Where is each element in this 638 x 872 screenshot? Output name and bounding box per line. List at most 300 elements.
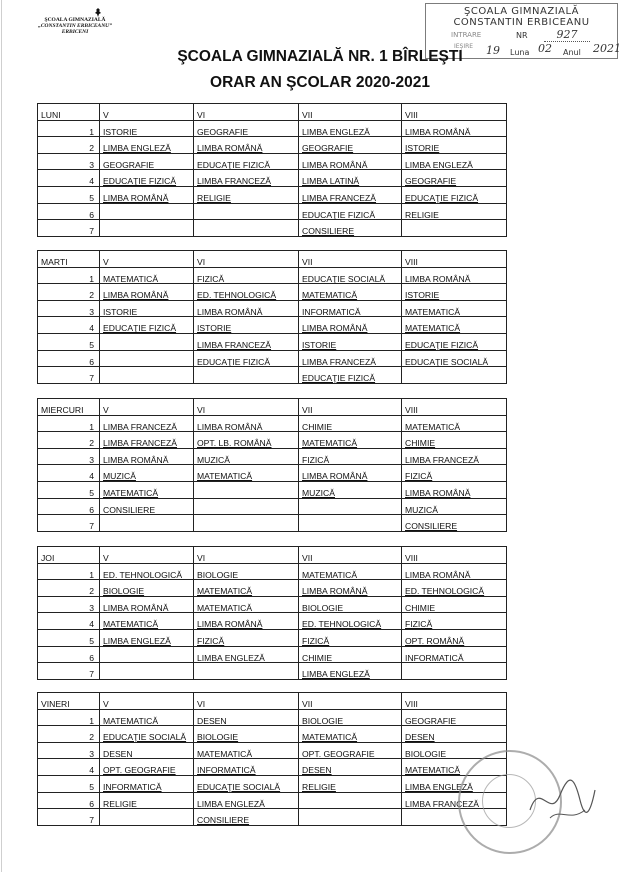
- period-number: 5: [38, 333, 100, 350]
- grade-header: VIII: [402, 104, 507, 121]
- subject-name: FIZICĂ: [302, 635, 330, 646]
- subject-name: EDUCAŢIE SOCIALĂ: [103, 732, 187, 743]
- subject-name: MATEMATICĂ: [103, 715, 159, 726]
- subject-name: MATEMATICĂ: [197, 586, 253, 597]
- subject-cell: [299, 333, 402, 350]
- subject-cell: [402, 629, 507, 646]
- table-row: [38, 432, 507, 449]
- subject-cell: [100, 515, 194, 532]
- subject-cell: [100, 596, 194, 613]
- subject-name: ISTORIE: [302, 339, 337, 350]
- subject-cell: [402, 563, 507, 580]
- subject-cell: [299, 267, 402, 284]
- subject-cell: [100, 284, 194, 301]
- subject-cell: [194, 367, 299, 384]
- subject-cell: [402, 580, 507, 597]
- table-row: [38, 663, 507, 680]
- subject-cell: [100, 415, 194, 432]
- subject-cell: [194, 267, 299, 284]
- subject-cell: [194, 563, 299, 580]
- subject-cell: [100, 137, 194, 154]
- subject-cell: [100, 465, 194, 482]
- table-header-row: [38, 547, 507, 564]
- period-number: 5: [38, 481, 100, 498]
- subject-name: ED. TEHNOLOGICĂ: [405, 586, 485, 597]
- subject-cell: [299, 646, 402, 663]
- subject-cell: [299, 465, 402, 482]
- subject-cell: [402, 186, 507, 203]
- subject-cell: [100, 300, 194, 317]
- subject-name: LIMBA ROMÂNĂ: [302, 586, 368, 597]
- logo-line-2: „CONSTANTIN ERBICEANU”: [38, 23, 112, 29]
- subject-cell: [402, 663, 507, 680]
- grade-header: V: [100, 104, 194, 121]
- subject-cell: [299, 775, 402, 792]
- table-row: [38, 580, 507, 597]
- table-row: [38, 498, 507, 515]
- subject-cell: [299, 170, 402, 187]
- subject-cell: [100, 448, 194, 465]
- subject-cell: [402, 317, 507, 334]
- table-row: [38, 220, 507, 237]
- subject-cell: [194, 596, 299, 613]
- subject-cell: [299, 186, 402, 203]
- period-number: 2: [38, 284, 100, 301]
- table-header-row: [38, 399, 507, 416]
- subject-name: EDUCAŢIE FIZICĂ: [302, 373, 376, 384]
- period-number: 3: [38, 300, 100, 317]
- subject-name: FIZICĂ: [405, 619, 433, 630]
- stamp-anul-label: Anul: [563, 48, 581, 57]
- subject-cell: [194, 220, 299, 237]
- subject-name: LIMBA ROMÂNĂ: [405, 126, 471, 137]
- schedule-table-1: [37, 250, 507, 384]
- subject-name: LIMBA LATINĂ: [302, 176, 360, 187]
- period-number: 6: [38, 646, 100, 663]
- period-number: 3: [38, 742, 100, 759]
- subject-name: ED. TEHNOLOGICĂ: [103, 569, 183, 580]
- table-row: [38, 775, 507, 792]
- table-row: [38, 792, 507, 809]
- table-row: [38, 267, 507, 284]
- subject-name: LIMBA FRANCEZĂ: [405, 798, 480, 809]
- subject-cell: [100, 663, 194, 680]
- subject-name: EDUCAŢIE FIZICĂ: [103, 176, 177, 187]
- subject-name: MUZICĂ: [405, 504, 438, 515]
- table-row: [38, 137, 507, 154]
- grade-header: VI: [194, 251, 299, 268]
- table-header-row: [38, 104, 507, 121]
- subject-cell: [402, 448, 507, 465]
- table-row: [38, 629, 507, 646]
- subject-cell: [100, 563, 194, 580]
- table-header-row: [38, 693, 507, 710]
- subject-cell: [100, 792, 194, 809]
- subject-cell: [194, 709, 299, 726]
- grade-header: V: [100, 693, 194, 710]
- subject-name: MATEMATICĂ: [405, 306, 461, 317]
- table-row: [38, 759, 507, 776]
- subject-cell: [299, 709, 402, 726]
- grade-header: VI: [194, 547, 299, 564]
- period-number: 1: [38, 563, 100, 580]
- stamp-line-2: CONSTANTIN ERBICEANU: [453, 17, 590, 28]
- subject-cell: [299, 663, 402, 680]
- period-number: 2: [38, 137, 100, 154]
- grade-header: VIII: [402, 399, 507, 416]
- subject-name: LIMBA ENGLEZĂ: [302, 669, 370, 680]
- subject-name: INFORMATICĂ: [302, 306, 361, 317]
- subject-name: LIMBA ROMÂNĂ: [103, 192, 169, 203]
- subject-name: RELIGIE: [197, 192, 231, 203]
- stamp-intrare-label: INTRARE: [451, 31, 482, 39]
- subject-cell: [402, 498, 507, 515]
- subject-name: LIMBA FRANCEZĂ: [103, 421, 178, 432]
- period-number: 5: [38, 186, 100, 203]
- table-row: [38, 186, 507, 203]
- logo-line-3: ERBICENI: [61, 29, 89, 35]
- subject-cell: [100, 170, 194, 187]
- period-number: 6: [38, 792, 100, 809]
- subject-cell: [194, 284, 299, 301]
- subject-name: LIMBA ENGLEZĂ: [405, 781, 473, 792]
- period-number: 7: [38, 515, 100, 532]
- subject-cell: [299, 203, 402, 220]
- subject-name: CHIMIE: [302, 652, 333, 663]
- period-number: 4: [38, 170, 100, 187]
- subject-name: LIMBA ENGLEZĂ: [197, 798, 265, 809]
- subject-name: GEOGRAFIE: [302, 143, 354, 154]
- period-number: 2: [38, 580, 100, 597]
- table-row: [38, 367, 507, 384]
- subject-cell: [402, 596, 507, 613]
- subject-cell: [194, 726, 299, 743]
- subject-name: EDUCAŢIE FIZICĂ: [197, 159, 271, 170]
- subject-cell: [194, 515, 299, 532]
- subject-cell: [100, 367, 194, 384]
- schedule-table-4: [37, 692, 507, 826]
- period-number: 1: [38, 267, 100, 284]
- subject-name: MATEMATICĂ: [197, 602, 253, 613]
- grade-header: VII: [299, 251, 402, 268]
- subject-name: CONSILIERE: [197, 815, 250, 826]
- subject-cell: [402, 646, 507, 663]
- subject-cell: [194, 448, 299, 465]
- subject-name: LIMBA ROMÂNĂ: [197, 421, 263, 432]
- subject-name: LIMBA FRANCEZĂ: [103, 438, 178, 449]
- subject-name: MATEMATICĂ: [302, 438, 358, 449]
- subject-cell: [100, 646, 194, 663]
- day-name: LUNI: [38, 104, 100, 121]
- table-row: [38, 415, 507, 432]
- table-header-row: [38, 251, 507, 268]
- stamp-nr-label: NR: [516, 31, 528, 40]
- subject-cell: [402, 415, 507, 432]
- period-number: 3: [38, 448, 100, 465]
- subject-name: ED. TEHNOLOGICĂ: [197, 290, 277, 301]
- subject-name: EDUCAŢIE FIZICĂ: [103, 323, 177, 334]
- subject-name: LIMBA ROMÂNĂ: [302, 323, 368, 334]
- subject-name: INFORMATICĂ: [405, 652, 464, 663]
- subject-cell: [194, 333, 299, 350]
- grade-header: VII: [299, 399, 402, 416]
- subject-cell: [299, 809, 402, 826]
- handwritten-signature: [520, 770, 600, 830]
- grade-header: VI: [194, 399, 299, 416]
- subject-cell: [100, 742, 194, 759]
- subject-cell: [402, 432, 507, 449]
- subject-cell: [194, 137, 299, 154]
- table-row: [38, 153, 507, 170]
- table-row: [38, 709, 507, 726]
- subject-cell: [194, 759, 299, 776]
- period-number: 6: [38, 203, 100, 220]
- period-number: 6: [38, 498, 100, 515]
- table-row: [38, 333, 507, 350]
- subject-name: MATEMATICĂ: [405, 765, 461, 776]
- period-number: 2: [38, 726, 100, 743]
- subject-cell: [194, 481, 299, 498]
- subject-name: CHIMIE: [405, 438, 436, 449]
- period-number: 5: [38, 629, 100, 646]
- subject-name: LIMBA ROMÂNĂ: [197, 619, 263, 630]
- table-row: [38, 515, 507, 532]
- subject-name: LIMBA ENGLEZĂ: [103, 143, 171, 154]
- subject-name: CHIMIE: [302, 421, 333, 432]
- subject-name: EDUCAŢIE SOCIALĂ: [197, 781, 281, 792]
- subject-name: LIMBA ROMÂNĂ: [302, 471, 368, 482]
- table-row: [38, 317, 507, 334]
- schedule-table-0: [37, 103, 507, 237]
- subject-cell: [299, 284, 402, 301]
- subject-cell: [299, 629, 402, 646]
- subject-cell: [100, 186, 194, 203]
- subject-cell: [194, 498, 299, 515]
- subject-name: MATEMATICĂ: [302, 290, 358, 301]
- subject-cell: [194, 120, 299, 137]
- subject-name: BIOLOGIE: [103, 586, 145, 597]
- subject-name: INFORMATICĂ: [197, 765, 256, 776]
- subject-cell: [299, 367, 402, 384]
- subject-name: INFORMATICĂ: [103, 781, 162, 792]
- table-row: [38, 596, 507, 613]
- subject-cell: [299, 613, 402, 630]
- grade-header: V: [100, 399, 194, 416]
- table-row: [38, 742, 507, 759]
- subject-cell: [100, 629, 194, 646]
- subject-name: EDUCAŢIE SOCIALĂ: [405, 356, 489, 367]
- page-subtitle: ORAR AN ŞCOLAR 2020-2021: [210, 74, 430, 91]
- subject-cell: [194, 465, 299, 482]
- subject-cell: [100, 759, 194, 776]
- subject-name: CONSILIERE: [103, 504, 156, 515]
- subject-cell: [100, 709, 194, 726]
- stamp-day-value: 19: [486, 44, 500, 57]
- subject-cell: [100, 220, 194, 237]
- subject-name: ISTORIE: [103, 306, 138, 317]
- subject-cell: [299, 415, 402, 432]
- subject-cell: [402, 137, 507, 154]
- stamp-nr-value: 927: [544, 28, 590, 42]
- subject-cell: [299, 580, 402, 597]
- logo-line-1: ŞCOALA GIMNAZIALĂ: [44, 17, 106, 23]
- table-row: [38, 448, 507, 465]
- period-number: 4: [38, 317, 100, 334]
- subject-name: MATEMATICĂ: [197, 471, 253, 482]
- table-row: [38, 613, 507, 630]
- subject-cell: [299, 742, 402, 759]
- subject-cell: [100, 613, 194, 630]
- subject-name: RELIGIE: [103, 798, 137, 809]
- subject-name: LIMBA FRANCEZĂ: [302, 192, 377, 203]
- subject-name: LIMBA ROMÂNĂ: [103, 454, 169, 465]
- day-name: VINERI: [38, 693, 100, 710]
- subject-cell: [299, 792, 402, 809]
- subject-name: DESEN: [103, 748, 133, 759]
- subject-cell: [194, 415, 299, 432]
- subject-cell: [194, 663, 299, 680]
- day-name: MARTI: [38, 251, 100, 268]
- subject-name: FIZICĂ: [197, 273, 225, 284]
- subject-cell: [100, 809, 194, 826]
- subject-cell: [402, 120, 507, 137]
- subject-cell: [194, 350, 299, 367]
- subject-cell: [402, 203, 507, 220]
- subject-cell: [100, 267, 194, 284]
- subject-name: FIZICĂ: [197, 635, 225, 646]
- subject-cell: [194, 792, 299, 809]
- period-number: 7: [38, 663, 100, 680]
- subject-cell: [299, 481, 402, 498]
- subject-cell: [100, 775, 194, 792]
- table-row: [38, 170, 507, 187]
- subject-cell: [194, 317, 299, 334]
- subject-name: LIMBA ROMÂNĂ: [197, 143, 263, 154]
- subject-cell: [402, 465, 507, 482]
- subject-name: GEOGRAFIE: [405, 715, 457, 726]
- table-row: [38, 646, 507, 663]
- subject-cell: [402, 153, 507, 170]
- subject-cell: [100, 432, 194, 449]
- subject-name: MUZICĂ: [103, 471, 136, 482]
- subject-name: BIOLOGIE: [302, 602, 344, 613]
- schedule-table-3: [37, 546, 507, 680]
- subject-cell: [100, 120, 194, 137]
- subject-cell: [299, 563, 402, 580]
- subject-name: MATEMATICĂ: [302, 569, 358, 580]
- table-row: [38, 350, 507, 367]
- period-number: 2: [38, 432, 100, 449]
- subject-cell: [100, 481, 194, 498]
- period-number: 3: [38, 596, 100, 613]
- period-number: 1: [38, 415, 100, 432]
- period-number: 7: [38, 220, 100, 237]
- subject-name: OPT. GEOGRAFIE: [302, 748, 375, 759]
- subject-name: RELIGIE: [405, 209, 439, 220]
- subject-cell: [402, 267, 507, 284]
- subject-name: GEOGRAFIE: [197, 126, 249, 137]
- subject-cell: [100, 317, 194, 334]
- subject-cell: [100, 350, 194, 367]
- subject-cell: [194, 186, 299, 203]
- page-edge: [1, 0, 2, 872]
- stamp-line-1: ŞCOALA GIMNAZIALĂ: [464, 6, 579, 17]
- period-number: 4: [38, 465, 100, 482]
- subject-name: MATEMATICĂ: [197, 748, 253, 759]
- subject-name: OPT. LB. ROMÂNĂ: [197, 438, 272, 449]
- subject-name: LIMBA ENGLEZĂ: [405, 159, 473, 170]
- subject-cell: [100, 203, 194, 220]
- subject-cell: [299, 350, 402, 367]
- subject-cell: [194, 629, 299, 646]
- subject-cell: [402, 350, 507, 367]
- subject-name: ISTORIE: [405, 143, 440, 154]
- grade-header: V: [100, 251, 194, 268]
- grade-header: VII: [299, 104, 402, 121]
- subject-name: EDUCAŢIE FIZICĂ: [405, 339, 479, 350]
- subject-cell: [299, 137, 402, 154]
- subject-cell: [100, 498, 194, 515]
- subject-name: EDUCAŢIE FIZICĂ: [302, 209, 376, 220]
- subject-name: LIMBA FRANCEZĂ: [302, 356, 377, 367]
- subject-name: ISTORIE: [197, 323, 232, 334]
- stamp-month-value: 02: [538, 42, 552, 55]
- page-title: ŞCOALA GIMNAZIALĂ NR. 1 BÎRLEŞTI: [177, 48, 463, 65]
- subject-name: GEOGRAFIE: [103, 159, 155, 170]
- subject-cell: [194, 153, 299, 170]
- subject-name: LIMBA FRANCEZĂ: [197, 339, 272, 350]
- subject-name: LIMBA ROMÂNĂ: [405, 273, 471, 284]
- subject-name: LIMBA ENGLEZĂ: [103, 635, 171, 646]
- schedule-table-2: [37, 398, 507, 532]
- subject-name: BIOLOGIE: [197, 569, 239, 580]
- subject-cell: [100, 580, 194, 597]
- subject-name: MUZICĂ: [302, 487, 335, 498]
- school-emblem-icon: [93, 8, 103, 17]
- period-number: 7: [38, 809, 100, 826]
- subject-name: DESEN: [302, 765, 332, 776]
- subject-cell: [194, 580, 299, 597]
- subject-cell: [299, 726, 402, 743]
- period-number: 7: [38, 367, 100, 384]
- subject-cell: [402, 515, 507, 532]
- subject-cell: [194, 432, 299, 449]
- subject-cell: [402, 284, 507, 301]
- subject-cell: [299, 220, 402, 237]
- subject-name: FIZICĂ: [302, 454, 330, 465]
- subject-name: CONSILIERE: [405, 521, 458, 532]
- table-row: [38, 203, 507, 220]
- subject-name: RELIGIE: [302, 781, 336, 792]
- subject-name: CHIMIE: [405, 602, 436, 613]
- subject-cell: [100, 726, 194, 743]
- subject-name: MATEMATICĂ: [405, 421, 461, 432]
- subject-name: GEOGRAFIE: [405, 176, 457, 187]
- subject-name: LIMBA ROMÂNĂ: [103, 602, 169, 613]
- subject-name: MATEMATICĂ: [103, 273, 159, 284]
- subject-name: DESEN: [197, 715, 227, 726]
- period-number: 4: [38, 759, 100, 776]
- subject-name: EDUCAŢIE SOCIALĂ: [302, 273, 386, 284]
- subject-cell: [299, 596, 402, 613]
- subject-name: LIMBA ROMÂNĂ: [405, 487, 471, 498]
- table-row: [38, 300, 507, 317]
- subject-cell: [100, 153, 194, 170]
- stamp-year-value: 2021: [593, 42, 621, 55]
- table-row: [38, 465, 507, 482]
- subject-name: LIMBA ROMÂNĂ: [197, 306, 263, 317]
- subject-cell: [402, 333, 507, 350]
